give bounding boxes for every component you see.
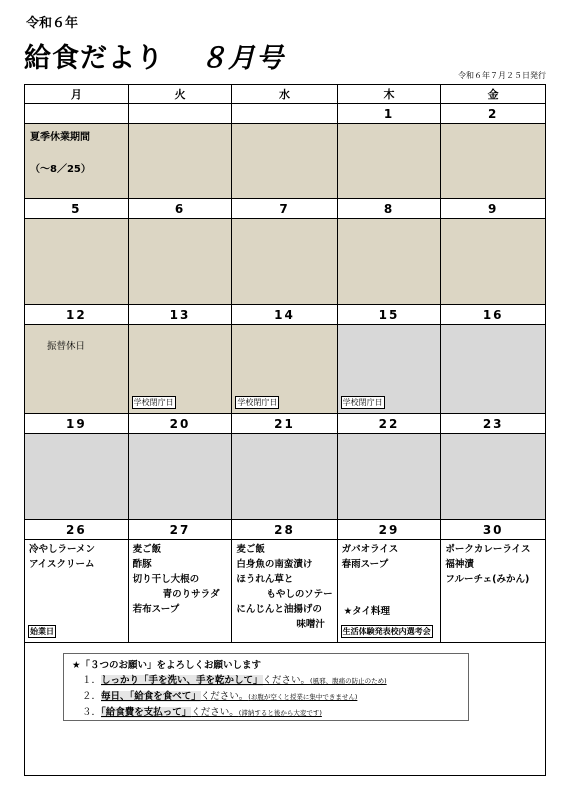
issue-date: 令和６年７月２５日発行 (458, 71, 546, 80)
weekday-header: 金 (441, 85, 545, 104)
day-cell (338, 325, 442, 414)
date-number: 30 (441, 520, 545, 540)
menu-item: 切り干し大根の (132, 574, 200, 585)
date-number: 14 (232, 305, 337, 325)
notice-item (72, 689, 460, 705)
page-title (24, 36, 284, 75)
date-number: 6 (129, 199, 233, 219)
date-number: 19 (25, 414, 129, 434)
date-number: 23 (441, 414, 545, 434)
day-cell (441, 325, 545, 414)
menu-cell-tue (129, 540, 233, 643)
issue-label: ８月号 (200, 43, 284, 74)
menu-item: 酢豚 (132, 559, 152, 570)
date-number: 21 (232, 414, 337, 434)
date-number: 7 (232, 199, 337, 219)
day-cell (441, 124, 545, 199)
menu-item: にんじんと油揚げの (236, 604, 322, 615)
menu-item: 味噌汁 (296, 619, 325, 630)
menu-item: アイスクリーム (29, 559, 95, 570)
menu-item: 春雨スープ (341, 559, 389, 570)
menu-item: 若布スープ (132, 604, 180, 615)
date-number: 22 (338, 414, 442, 434)
notice-small: (滞納すると後から大変です) (238, 709, 322, 717)
date-number: 20 (129, 414, 233, 434)
menu-item: 麦ご飯 (132, 544, 162, 555)
title-text: 給食だより (24, 43, 164, 74)
date-number: 28 (232, 520, 337, 540)
era-label: 令和６年 (26, 16, 79, 31)
day-cell (25, 434, 129, 520)
school-closed-tag: 学校閉庁日 (237, 398, 278, 407)
menu-item: 青のりサラダ (162, 589, 220, 600)
notice-highlight: 「給食費を支払って」 (101, 707, 192, 718)
notice-text: ください。 (262, 675, 311, 686)
day-cell (338, 219, 442, 305)
notice-text: ください。 (191, 707, 239, 718)
day-cell (441, 219, 545, 305)
date-number: 15 (338, 305, 442, 325)
date-number: 29 (338, 520, 442, 540)
notice-box (63, 653, 469, 721)
day-cell (232, 325, 337, 414)
school-closed-tag: 学校閉庁日 (133, 398, 174, 407)
day-cell (129, 325, 233, 414)
menu-item: ほうれん草と (236, 574, 294, 585)
date-number: 2 (441, 104, 545, 124)
date-number: 1 (338, 104, 442, 124)
first-day-tag: 始業日 (30, 627, 54, 636)
weekday-header: 水 (232, 85, 337, 104)
date-number: 12 (25, 305, 129, 325)
menu-item: 福神漬 (445, 559, 474, 570)
day-cell (441, 434, 545, 520)
menu-cell-mon (25, 540, 129, 643)
date-number: 8 (338, 199, 442, 219)
date-number: 5 (25, 199, 129, 219)
notice-num: ２． (82, 691, 102, 702)
day-cell (25, 325, 129, 414)
menu-item: 麦ご飯 (236, 544, 265, 555)
weekday-header: 火 (129, 85, 233, 104)
menu-item: ポークカレーライス (445, 544, 531, 555)
menu-item: 白身魚の南蛮漬け (236, 559, 313, 570)
menu-cell-fri (441, 540, 545, 643)
notice-num: １． (82, 675, 102, 686)
menu-cell-wed (232, 540, 337, 643)
date-number (25, 104, 129, 124)
day-cell (129, 434, 233, 520)
substitute-holiday-label: 振替休日 (47, 341, 86, 352)
day-cell (232, 434, 337, 520)
event-tag: 生活体験発表校内選考会 (342, 627, 431, 636)
menu-item: もやしのソテー (266, 589, 333, 600)
notice-highlight: 毎日、「給食を食べて」 (101, 691, 201, 702)
school-closed-tag: 学校閉庁日 (342, 398, 383, 407)
weekday-header: 木 (338, 85, 442, 104)
date-number: 16 (441, 305, 545, 325)
menu-cell-thu (338, 540, 442, 643)
day-cell (232, 219, 337, 305)
day-cell (232, 124, 337, 199)
notice-item (72, 673, 460, 689)
menu-item: 冷やしラーメン (29, 544, 96, 555)
day-cell (25, 124, 129, 199)
day-cell (338, 124, 442, 199)
day-cell (338, 434, 442, 520)
notice-heading: ★「３つのお願い」をよろしくお願いします (72, 660, 262, 671)
notice-small: (お腹が空くと授業に集中できません) (248, 693, 358, 701)
thai-cuisine-note: ★タイ料理 (343, 606, 390, 617)
summer-break-range: （～8／25） (30, 164, 91, 175)
calendar-grid (24, 84, 546, 643)
day-cell (25, 219, 129, 305)
notice-highlight: しっかり「手を洗い、手を乾かして」 (101, 675, 263, 686)
date-number: 27 (129, 520, 233, 540)
notice-small: (風邪、腹痛の防止のため) (310, 677, 387, 685)
menu-item: ガパオライス (341, 544, 399, 555)
date-number: 26 (25, 520, 129, 540)
notice-item (72, 705, 460, 721)
date-number: 9 (441, 199, 545, 219)
day-cell (129, 219, 233, 305)
date-number: 13 (129, 305, 233, 325)
summer-break-label: 夏季休業期間 (30, 132, 90, 143)
menu-item: フルーチェ(みかん) (445, 574, 530, 585)
date-number (232, 104, 337, 124)
notice-num: ３． (82, 707, 102, 718)
weekday-header: 月 (25, 85, 129, 104)
notice-text: ください。 (200, 691, 249, 702)
day-cell (129, 124, 233, 199)
date-number (129, 104, 233, 124)
